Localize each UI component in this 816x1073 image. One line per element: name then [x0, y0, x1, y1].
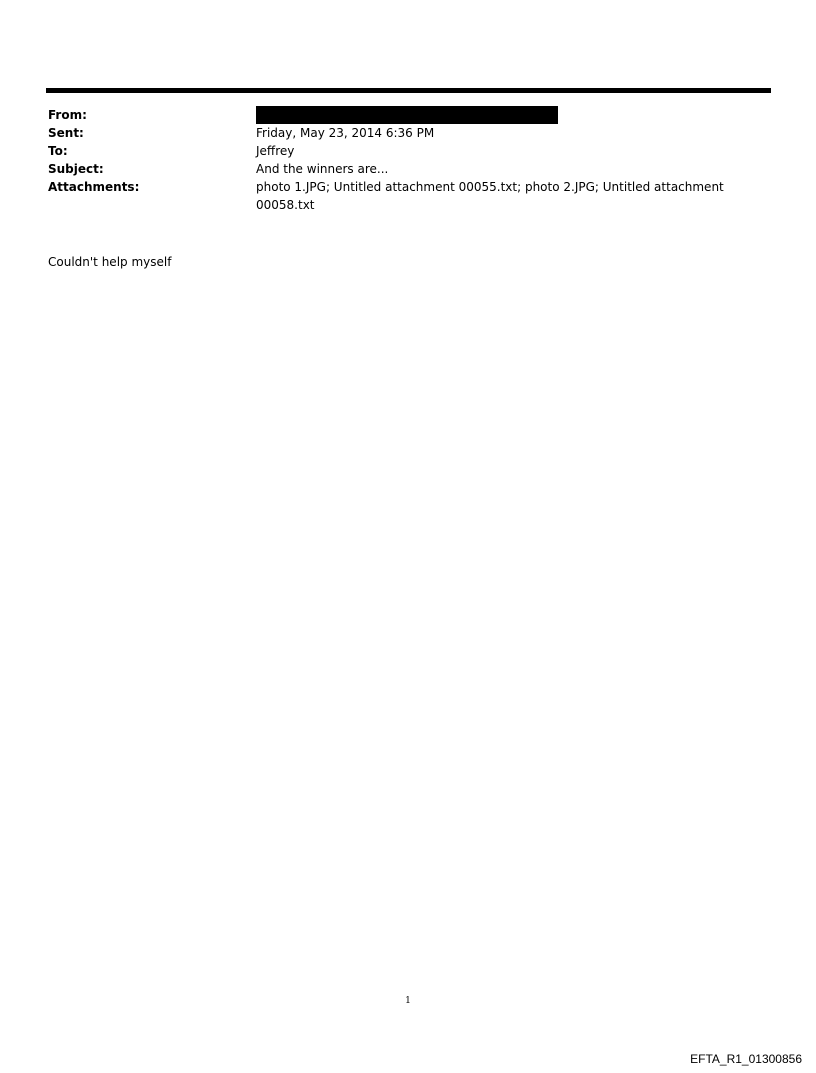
to-value: Jeffrey	[256, 144, 295, 158]
subject-label: Subject:	[48, 162, 104, 176]
subject-value: And the winners are...	[256, 162, 389, 176]
from-label: From:	[48, 108, 87, 122]
sent-row	[48, 124, 748, 142]
attachments-value: photo 1.JPG; Untitled attachment 00055.txt; photo 2.JPG; Untitled attachment 00058.txt	[256, 180, 724, 212]
redacted-sender	[256, 106, 558, 124]
sent-value: Friday, May 23, 2014 6:36 PM	[256, 126, 435, 140]
header-divider	[46, 88, 771, 93]
sent-label: Sent:	[48, 126, 84, 140]
to-label: To:	[48, 144, 68, 158]
from-row	[48, 106, 748, 124]
attachments-row	[48, 178, 748, 214]
subject-row	[48, 160, 748, 178]
page-number: 1	[405, 996, 411, 1006]
bates-number: EFTA_R1_01300856	[690, 1052, 802, 1066]
to-row	[48, 142, 748, 160]
attachments-label: Attachments:	[48, 180, 140, 194]
email-header	[48, 106, 748, 214]
email-body: Couldn't help myself	[48, 255, 172, 269]
